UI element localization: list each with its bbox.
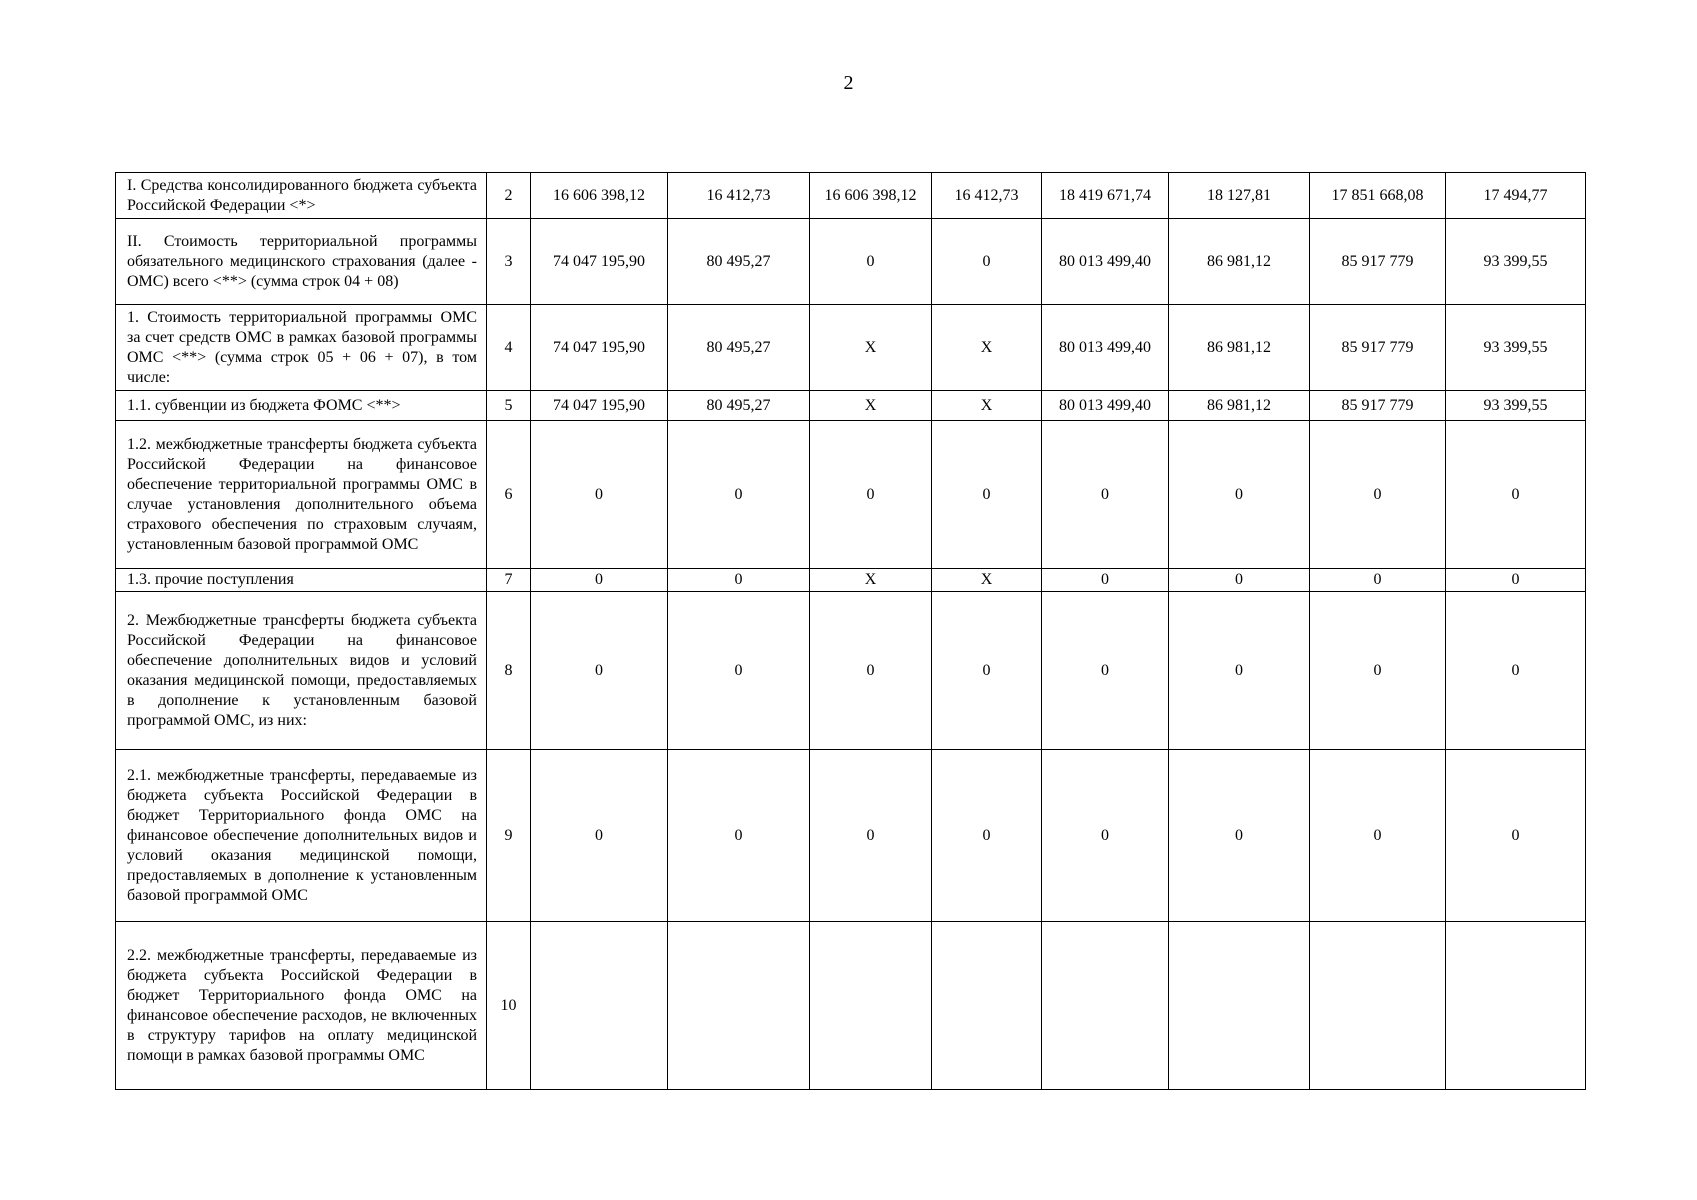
value-cell: 74 047 195,90 [531, 391, 668, 421]
row-line-number: 6 [487, 421, 531, 569]
value-cell: 0 [1446, 750, 1586, 922]
value-cell: 80 013 499,40 [1042, 305, 1169, 391]
row-line-number: 2 [487, 173, 531, 219]
value-cell [810, 922, 932, 1090]
value-cell: 0 [1169, 569, 1310, 592]
value-cell: 0 [531, 750, 668, 922]
value-cell: 0 [932, 219, 1042, 305]
value-cell: 85 917 779 [1310, 219, 1446, 305]
value-cell: 0 [1310, 592, 1446, 750]
value-cell: 85 917 779 [1310, 391, 1446, 421]
value-cell: 0 [1169, 592, 1310, 750]
value-cell: X [932, 305, 1042, 391]
value-cell: X [932, 569, 1042, 592]
value-cell: 85 917 779 [1310, 305, 1446, 391]
value-cell: 86 981,12 [1169, 219, 1310, 305]
value-cell: 16 606 398,12 [531, 173, 668, 219]
value-cell [1169, 922, 1310, 1090]
value-cell: 0 [810, 421, 932, 569]
value-cell: 0 [1310, 569, 1446, 592]
row-description: 1.1. субвенции из бюджета ФОМС <**> [116, 391, 487, 421]
row-description: 2.1. межбюджетные трансферты, передаваемые из бюджета субъекта Российской Федерации в бюджет Территориального фонда ОМС на финансовое обеспечение дополнительных видов и условий оказания медицинской помощи, предоставляемых в дополнение к установленным базовой программой ОМС [116, 750, 487, 922]
value-cell: 0 [932, 421, 1042, 569]
value-cell: 0 [668, 569, 810, 592]
value-cell: 16 606 398,12 [810, 173, 932, 219]
row-description: 2. Межбюджетные трансферты бюджета субъекта Российской Федерации на финансовое обеспечение дополнительных видов и условий оказания медицинской помощи, предоставляемых в дополнение к установленным базовой программой ОМС, из них: [116, 592, 487, 750]
row-description: II. Стоимость территориальной программы обязательного медицинского страхования (далее - ОМС) всего <**> (сумма строк 04 + 08) [116, 219, 487, 305]
value-cell: 0 [531, 421, 668, 569]
table-row [116, 391, 1586, 421]
value-cell: 80 013 499,40 [1042, 391, 1169, 421]
value-cell: 0 [1042, 569, 1169, 592]
value-cell: 16 412,73 [932, 173, 1042, 219]
value-cell: 0 [1446, 421, 1586, 569]
row-description: 1. Стоимость территориальной программы ОМС за счет средств ОМС в рамках базовой программы ОМС <**> (сумма строк 05 + 06 + 07), в том числе: [116, 305, 487, 391]
row-description: I. Средства консолидированного бюджета субъекта Российской Федерации <*> [116, 173, 487, 219]
value-cell: 93 399,55 [1446, 391, 1586, 421]
value-cell: 0 [1169, 421, 1310, 569]
value-cell: X [810, 305, 932, 391]
value-cell: 0 [668, 421, 810, 569]
value-cell: 80 495,27 [668, 219, 810, 305]
value-cell: 0 [810, 750, 932, 922]
value-cell: 17 494,77 [1446, 173, 1586, 219]
value-cell: 74 047 195,90 [531, 219, 668, 305]
value-cell: 0 [1042, 421, 1169, 569]
value-cell: 0 [668, 592, 810, 750]
value-cell [668, 922, 810, 1090]
value-cell: X [932, 391, 1042, 421]
value-cell: 80 495,27 [668, 305, 810, 391]
table-row [116, 305, 1586, 391]
row-line-number: 3 [487, 219, 531, 305]
value-cell: 0 [1042, 750, 1169, 922]
value-cell: 18 419 671,74 [1042, 173, 1169, 219]
row-line-number: 9 [487, 750, 531, 922]
row-line-number: 10 [487, 922, 531, 1090]
value-cell: X [810, 569, 932, 592]
value-cell: 0 [810, 219, 932, 305]
table-row [116, 219, 1586, 305]
table-row [116, 421, 1586, 569]
value-cell: 16 412,73 [668, 173, 810, 219]
table-row [116, 922, 1586, 1090]
value-cell: 80 013 499,40 [1042, 219, 1169, 305]
value-cell: X [810, 391, 932, 421]
row-line-number: 5 [487, 391, 531, 421]
value-cell [1310, 922, 1446, 1090]
value-cell: 86 981,12 [1169, 391, 1310, 421]
value-cell [1042, 922, 1169, 1090]
table-row [116, 173, 1586, 219]
page-number: 2 [843, 72, 854, 94]
value-cell: 0 [810, 592, 932, 750]
value-cell: 0 [1446, 592, 1586, 750]
value-cell: 86 981,12 [1169, 305, 1310, 391]
value-cell: 0 [1446, 569, 1586, 592]
value-cell: 0 [932, 750, 1042, 922]
value-cell: 0 [668, 750, 810, 922]
value-cell [1446, 922, 1586, 1090]
value-cell: 93 399,55 [1446, 219, 1586, 305]
row-line-number: 4 [487, 305, 531, 391]
budget-table [115, 172, 1586, 1090]
row-line-number: 8 [487, 592, 531, 750]
value-cell [932, 922, 1042, 1090]
value-cell: 18 127,81 [1169, 173, 1310, 219]
value-cell: 0 [1169, 750, 1310, 922]
value-cell [531, 922, 668, 1090]
value-cell: 0 [531, 592, 668, 750]
value-cell: 0 [932, 592, 1042, 750]
value-cell: 93 399,55 [1446, 305, 1586, 391]
value-cell: 80 495,27 [668, 391, 810, 421]
value-cell: 0 [1310, 421, 1446, 569]
value-cell: 0 [531, 569, 668, 592]
row-description: 2.2. межбюджетные трансферты, передаваемые из бюджета субъекта Российской Федерации в бюджет Территориального фонда ОМС на финансовое обеспечение расходов, не включенных в структуру тарифов на оплату медицинской помощи в рамках базовой программы ОМС [116, 922, 487, 1090]
value-cell: 0 [1042, 592, 1169, 750]
value-cell: 74 047 195,90 [531, 305, 668, 391]
row-line-number: 7 [487, 569, 531, 592]
value-cell: 17 851 668,08 [1310, 173, 1446, 219]
row-description: 1.3. прочие поступления [116, 569, 487, 592]
table-row [116, 592, 1586, 750]
table-row [116, 750, 1586, 922]
value-cell: 0 [1310, 750, 1446, 922]
table-row [116, 569, 1586, 592]
row-description: 1.2. межбюджетные трансферты бюджета субъекта Российской Федерации на финансовое обеспечение территориальной программы ОМС в случае установления дополнительного объема страхового обеспечения по страховым случаям, установленным базовой программой ОМС [116, 421, 487, 569]
